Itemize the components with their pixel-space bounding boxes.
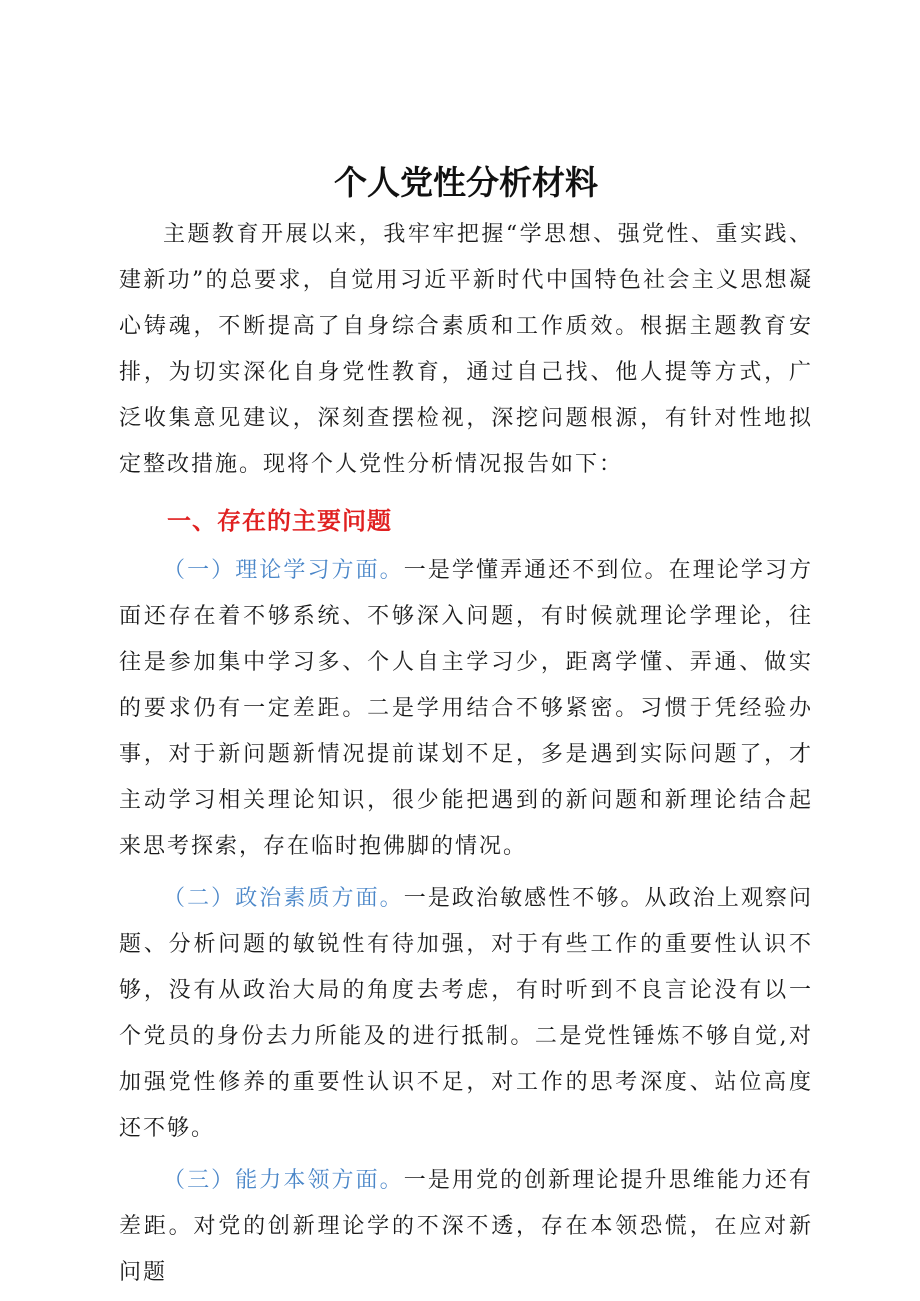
document-body <box>119 158 813 1296</box>
subsection-label: （三）能力本领方面。 <box>163 1168 404 1193</box>
subsection-political-quality <box>119 876 813 1152</box>
subsection-text: 一是用党的创新理论提升思维能力还有差距。对党的创新理论学的不深不透，存在本领恐慌，在应对新问题 <box>119 1168 813 1285</box>
subsection-label: （二）政治素质方面。 <box>163 886 404 911</box>
subsection-ability <box>119 1158 813 1296</box>
subsection-text: 一是学懂弄通还不到位。在理论学习方面还存在着不够系统、不够深入问题，有时候就理论学理论，往往是参加集中学习多、个人自主学习少，距离学懂、弄通、做实的要求仍有一定差距。二是学用结合不够紧密。习惯于凭经验办事，对于新问题新情况提前谋划不足，多是遇到实际问题了，才主动学习相关理论知识，很少能把遇到的新问题和新理论结合起来思考探索，存在临时抱佛脚的情况。 <box>119 558 813 859</box>
section-heading: 一、存在的主要问题 <box>167 507 392 535</box>
intro-paragraph: 主题教育开展以来，我牢牢把握“学思想、强党性、重实践、建新功”的总要求，自觉用习近平新时代中国特色社会主义思想凝心铸魂，不断提高了自身综合素质和工作质效。根据主题教育安排，为切实深化自身党性教育，通过自己找、他人提等方式，广泛收集意见建议，深刻查摆检视，深挖问题根源，有针对性地拟定整改措施。现将个人党性分析情况报告如下： <box>119 222 813 477</box>
subsection-theory-study <box>119 548 813 870</box>
subsection-label: （一）理论学习方面。 <box>163 558 404 583</box>
document-title: 个人党性分析材料 <box>334 163 598 202</box>
subsection-text: 一是政治敏感性不够。从政治上观察问题、分析问题的敏锐性有待加强，对于有些工作的重要性认识不够，没有从政治大局的角度去考虑，有时听到不良言论没有以一个党员的身份去力所能及的进行抵制。二是党性锤炼不够自觉,对加强党性修养的重要性认识不足，对工作的思考深度、站位高度还不够。 <box>119 886 813 1141</box>
